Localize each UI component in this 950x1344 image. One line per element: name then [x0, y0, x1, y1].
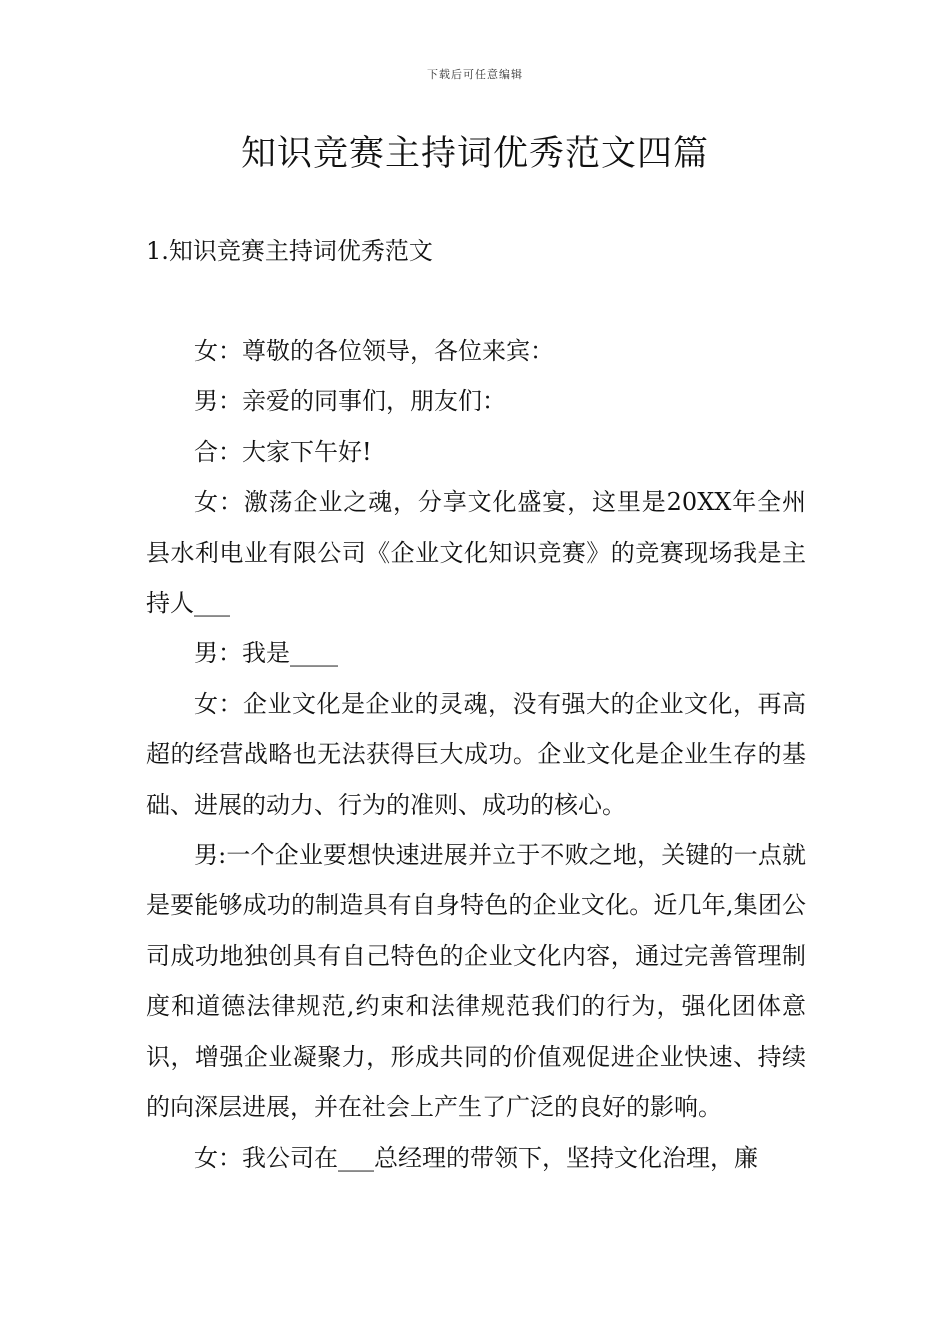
paragraph: 合：大家下午好! [194, 437, 372, 466]
paragraph: 女：我公司在___总经理的带领下，坚持文化治理，廉 [194, 1143, 758, 1172]
paragraph: 男：我是____ [194, 639, 338, 668]
paragraph: 女：企业文化是企业的灵魂，没有强大的企业文化，再高超的经营战略也无法获得巨大成功。企业文化是企业生存的基础、进展的动力、行为的准则、成功的核心。 [146, 689, 806, 819]
header-note: 下载后可任意编辑 [427, 68, 523, 81]
paragraph: 男：亲爱的同事们，朋友们： [194, 387, 506, 416]
paragraph: 女：激荡企业之魂，分享文化盛宴，这里是20XX年全州县水利电业有限公司《企业文化知识竞赛》的竞赛现场我是主持人___ [146, 488, 806, 618]
paragraph: 男:一个企业要想快速进展并立于不败之地，关键的一点就是要能够成功的制造具有自身特色的企业文化。近几年,集团公司成功地独创具有自己特色的企业文化内容，通过完善管理制度和道德法律规范,约束和法律规范我们的行为，强化团体意识，增强企业凝聚力，形成共同的价值观促进企业快速、持续的向深层进展，并在社会上产生了广泛的良好的影响。 [146, 841, 806, 1122]
paragraph: 女：尊敬的各位领导，各位来宾： [194, 337, 554, 365]
document-title: 知识竞赛主持词优秀范文四篇 [240, 134, 709, 174]
section-heading: 1.知识竞赛主持词优秀范文 [146, 237, 433, 265]
body-text [146, 326, 806, 1183]
